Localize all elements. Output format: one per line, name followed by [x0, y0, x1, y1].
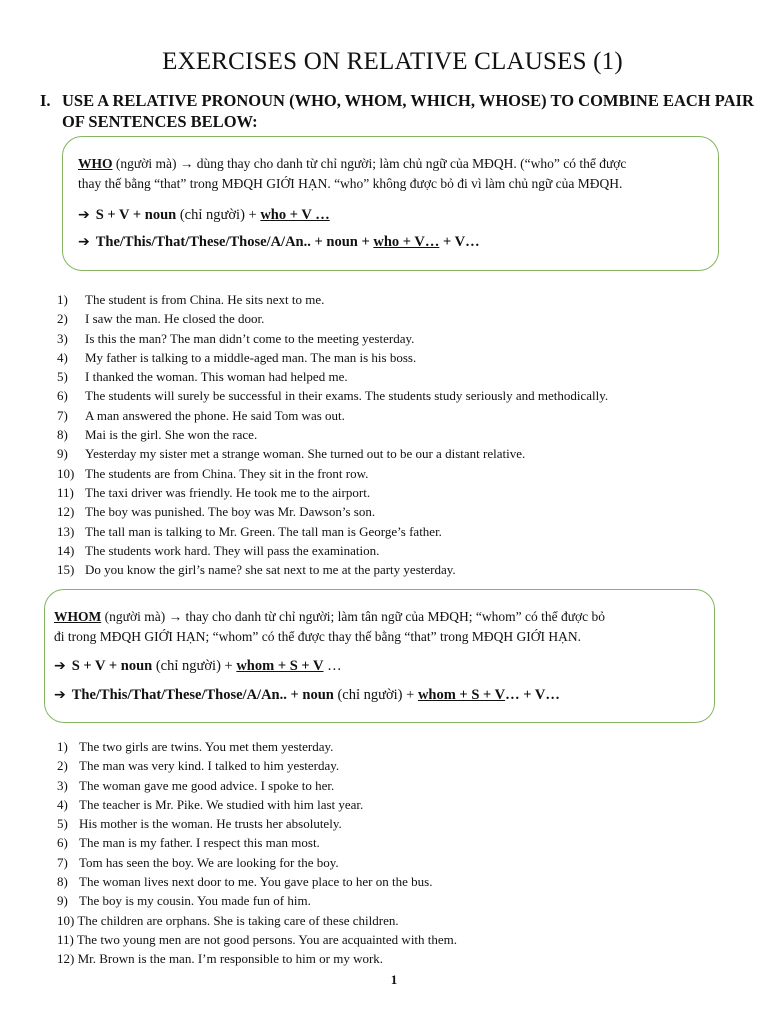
whom-formula-1-part-c: whom + S + V — [236, 658, 324, 674]
whom-formula-2-part-b: (chỉ người) + — [333, 687, 418, 703]
item-sentence: The woman gave me good advice. I spoke to her. — [79, 777, 335, 793]
item-number: 11) — [57, 484, 74, 500]
item-number: 15) — [57, 562, 75, 578]
item-number: 7) — [57, 407, 68, 423]
item-sentence: 11) The two young men are not good persons. You are acquainted with them. — [57, 931, 458, 947]
who-formula-2-part-c: + V… — [439, 234, 480, 250]
item-number: 5) — [57, 816, 68, 832]
whom-formula-1-part-d: … — [323, 658, 342, 674]
item-number: 6) — [57, 388, 68, 404]
item-sentence: The taxi driver was friendly. He took me to the airport. — [85, 484, 371, 500]
who-formula-1-part-a: S + V + noun — [95, 207, 177, 223]
item-sentence: A man answered the phone. He said Tom was out. — [85, 407, 345, 423]
whom-formula-1-part-b: (chỉ người) + — [152, 658, 237, 674]
item-number: 3) — [57, 777, 68, 793]
item-number: 9) — [57, 446, 68, 462]
who-formula-1 — [78, 205, 330, 225]
who-keyword: WHO — [78, 156, 113, 171]
whom-description-text: (người mà) → thay cho danh từ chỉ người; làm tân ngữ của MĐQH; “whom” có thể được bỏ — [101, 609, 606, 624]
item-number: 1) — [57, 292, 68, 307]
item-sentence: Yesterday my sister met a strange woman. She turned out to be our a distant relative. — [85, 446, 526, 462]
arrow-right-icon: ➔ — [54, 658, 66, 674]
item-number: 3) — [57, 330, 68, 346]
item-sentence: The tall man is talking to Mr. Green. The tall man is George’s father. — [85, 523, 442, 539]
item-sentence: 10) The children are orphans. She is taking care of these children. — [57, 912, 399, 928]
whom-formula-1-part-a: S + V + noun — [71, 658, 153, 674]
who-description-line-2: thay thế bằng “that” trong MĐQH GIỚI HẠN. “who” không được bỏ đi vì làm chủ ngữ của MĐQH. — [78, 176, 623, 191]
item-number: 6) — [57, 835, 68, 851]
who-formula-1-part-c: who + V … — [260, 207, 330, 223]
item-sentence: My father is talking to a middle-aged man. The man is his boss. — [85, 349, 417, 365]
arrow-right-icon: ➔ — [78, 234, 90, 250]
item-sentence: The teacher is Mr. Pike. We studied with him last year. — [79, 796, 364, 812]
item-sentence: Mai is the girl. She won the race. — [85, 427, 258, 443]
item-sentence: The student is from China. He sits next to me. — [85, 292, 325, 307]
page-number: 1 — [390, 972, 398, 987]
whom-formula-2-part-d: … + V… — [505, 687, 560, 703]
item-number: 1) — [57, 739, 68, 754]
item-sentence: The boy was punished. The boy was Mr. Dawson’s son. — [85, 504, 376, 520]
item-sentence: The students are from China. They sit in the front row. — [85, 465, 369, 481]
page-title: EXERCISES ON RELATIVE CLAUSES (1) — [162, 48, 623, 75]
item-number: 4) — [57, 349, 68, 365]
whom-formula-2-part-c: whom + S + V — [417, 687, 506, 703]
item-sentence: The man was very kind. I talked to him yesterday. — [79, 758, 340, 774]
item-sentence: 12) Mr. Brown is the man. I’m responsible to him or my work. — [57, 951, 384, 967]
who-formula-1-part-b: (chỉ người) + — [176, 207, 261, 223]
item-sentence: Do you know the girl’s name? she sat next to me at the party yesterday. — [85, 562, 456, 578]
arrow-right-icon: ➔ — [78, 207, 90, 223]
whom-formula-2-part-a: The/This/That/These/Those/A/An.. + noun — [71, 687, 334, 703]
item-sentence: The two girls are twins. You met them yesterday. — [79, 739, 334, 754]
item-number: 8) — [57, 427, 68, 443]
item-sentence: The man is my father. I respect this man most. — [79, 835, 320, 851]
who-rule-box — [62, 136, 719, 271]
item-number: 10) — [57, 465, 75, 481]
item-sentence: The boy is my cousin. You made fun of him. — [79, 893, 311, 909]
who-formula-2-part-b: who + V… — [373, 234, 440, 250]
item-number: 14) — [57, 542, 75, 558]
item-number: 4) — [57, 796, 68, 812]
item-number: 2) — [57, 311, 68, 327]
who-description-line-1 — [78, 154, 626, 174]
item-sentence: Is this the man? The man didn’t come to the meeting yesterday. — [85, 330, 415, 346]
item-number: 12) — [57, 504, 75, 520]
item-number: 9) — [57, 893, 68, 909]
item-number: 7) — [57, 854, 68, 870]
item-number: 5) — [57, 369, 68, 385]
whom-keyword: WHOM — [54, 609, 102, 624]
who-description-text: (người mà) → dùng thay cho danh từ chỉ người; làm chủ ngữ của MĐQH. (“who” có thể được — [112, 156, 627, 171]
item-number: 2) — [57, 758, 68, 774]
item-sentence: The woman lives next door to me. You gave place to her on the bus. — [79, 874, 433, 890]
section-heading-text: USE A RELATIVE PRONOUN (WHO, WHOM, WHICH, WHOSE) TO COMBINE EACH PAIR OF SENTENCES BELOW: — [62, 91, 754, 131]
who-formula-2-part-a: The/This/That/These/Those/A/An.. + noun + — [95, 234, 374, 250]
whom-rule-box — [44, 589, 715, 723]
whom-description-line-1 — [54, 607, 605, 627]
item-sentence: I thanked the woman. This woman had helped me. — [85, 369, 348, 385]
whom-formula-1 — [54, 656, 342, 676]
item-sentence: His mother is the woman. He trusts her absolutely. — [79, 816, 342, 832]
item-sentence: The students will surely be successful in their exams. The students study seriously and methodically. — [85, 388, 609, 404]
who-formula-2 — [78, 232, 480, 252]
section-number: I. — [40, 91, 51, 110]
item-sentence: Tom has seen the boy. We are looking for the boy. — [79, 854, 339, 870]
arrow-right-icon: ➔ — [54, 687, 66, 703]
item-sentence: The students work hard. They will pass the examination. — [85, 542, 380, 558]
item-number: 13) — [57, 523, 75, 539]
whom-formula-2 — [54, 685, 560, 705]
item-sentence: I saw the man. He closed the door. — [85, 311, 265, 327]
whom-description-line-2: đi trong MĐQH GIỚI HẠN; “whom” có thể được thay thế bằng “that” trong MĐQH GIỚI HẠN. — [54, 629, 581, 644]
item-number: 8) — [57, 874, 68, 890]
